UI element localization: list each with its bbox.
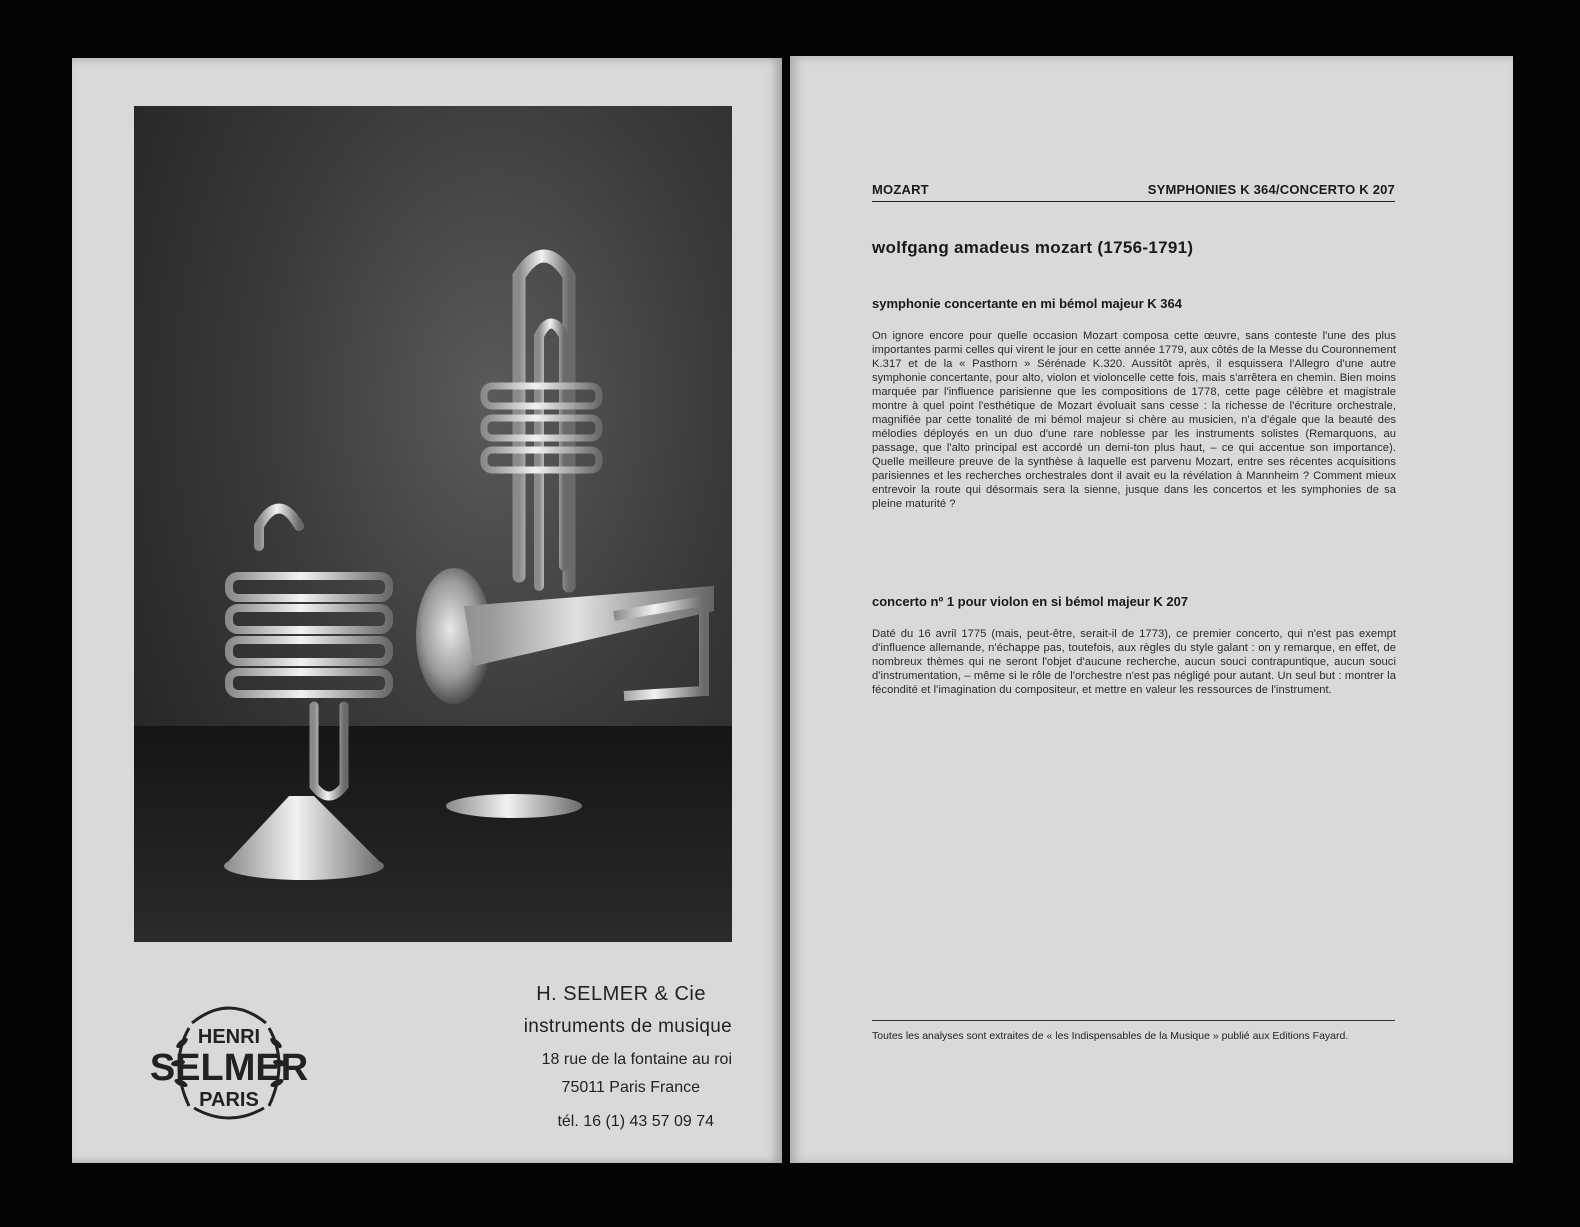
footnote-rule bbox=[872, 1020, 1395, 1021]
left-page bbox=[72, 58, 782, 1163]
company-tagline: instruments de musique bbox=[523, 1016, 732, 1037]
running-header-right: SYMPHONIES K 364/CONCERTO K 207 bbox=[1147, 182, 1395, 197]
page-title: wolfgang amadeus mozart (1756-1791) bbox=[872, 238, 1194, 257]
trumpets-photo bbox=[134, 106, 732, 942]
right-page bbox=[790, 56, 1513, 1163]
trumpets-illustration bbox=[134, 106, 732, 942]
laurel-wreath-icon bbox=[134, 988, 324, 1138]
selmer-logo bbox=[134, 988, 324, 1138]
company-name: H. SELMER & Cie bbox=[536, 983, 706, 1005]
header-rule bbox=[872, 201, 1395, 202]
running-header-left: MOZART bbox=[872, 182, 929, 197]
section-title-symphonie: symphonie concertante en mi bémol majeur K 364 bbox=[872, 296, 1182, 311]
logo-main-word: SELMER bbox=[149, 1047, 309, 1089]
section-body-concerto: Daté du 16 avril 1775 (mais, peut-être, serait-il de 1773), ce premier concerto, qui n'est pas exempt d'influence allemande, n'échappe pas, toutefois, aux règles du style galant : on y remarque, en effet, de nombreux thèmes qui ne seront l'objet d'aucune recherche, aucun souci contrapuntique, aucun souci d'instrumentation, – même si le rôle de l'orchestre n'est pas négligé pour autant. Un seul but : montrer la fécondité et l'imagination du compositeur, et mettre en valeur les ressources de l'instrument. bbox=[872, 628, 1396, 696]
footnote: Toutes les analyses sont extraites de « les Indispensables de la Musique » publié aux Editions Fayard. bbox=[872, 1030, 1349, 1042]
section-title-concerto: concerto nº 1 pour violon en si bémol majeur K 207 bbox=[872, 594, 1189, 609]
company-city: 75011 Paris France bbox=[561, 1079, 700, 1096]
logo-top-word: HENRI bbox=[197, 1026, 261, 1048]
logo-bottom-word: PARIS bbox=[199, 1089, 259, 1111]
company-street: 18 rue de la fontaine au roi bbox=[541, 1051, 732, 1068]
section-body-symphonie: On ignore encore pour quelle occasion Mozart composa cette œuvre, sans conteste l'une des plus importantes parmi celles qui virent le jour en cette année 1779, aux côtés de la Messe du Couronnement K.317 et de la « Pasthorn » Sérénade K.320. Aussitôt après, il esquissera l'Allegro d'une autre symphonie concertante, pour alto, violon et violoncelle cette fois, mais s'arrêtera en chemin. Bien moins marquée par l'influence parisienne que les compositions de 1778, cette page célèbre et magistrale montre à quel point l'esthétique de Mozart évoluait sans cesse : la richesse de l'écriture orchestrale, magnifiée par cette tonalité de mi bémol majeur si chère au musicien, n'a d'égale que la beauté des mélodies déployés en un duo d'une rare noblesse par les instruments solistes (Remarquons, au passage, que l'alto principal est accordé un demi-ton plus haut, – ce qui accentue son importance). Quelle meilleure preuve de la synthèse à laquelle est parvenu Mozart, entre ses récentes acquisitions parisiennes et les recherches orchestrales dont il avait eu la révélation à Mannheim ? Comment mieux entrevoir la route qui désormais sera la sienne, jusque dans les concertos et les symphonies de sa pleine maturité ? bbox=[872, 330, 1396, 510]
company-phone: tél. 16 (1) 43 57 09 74 bbox=[557, 1113, 714, 1130]
